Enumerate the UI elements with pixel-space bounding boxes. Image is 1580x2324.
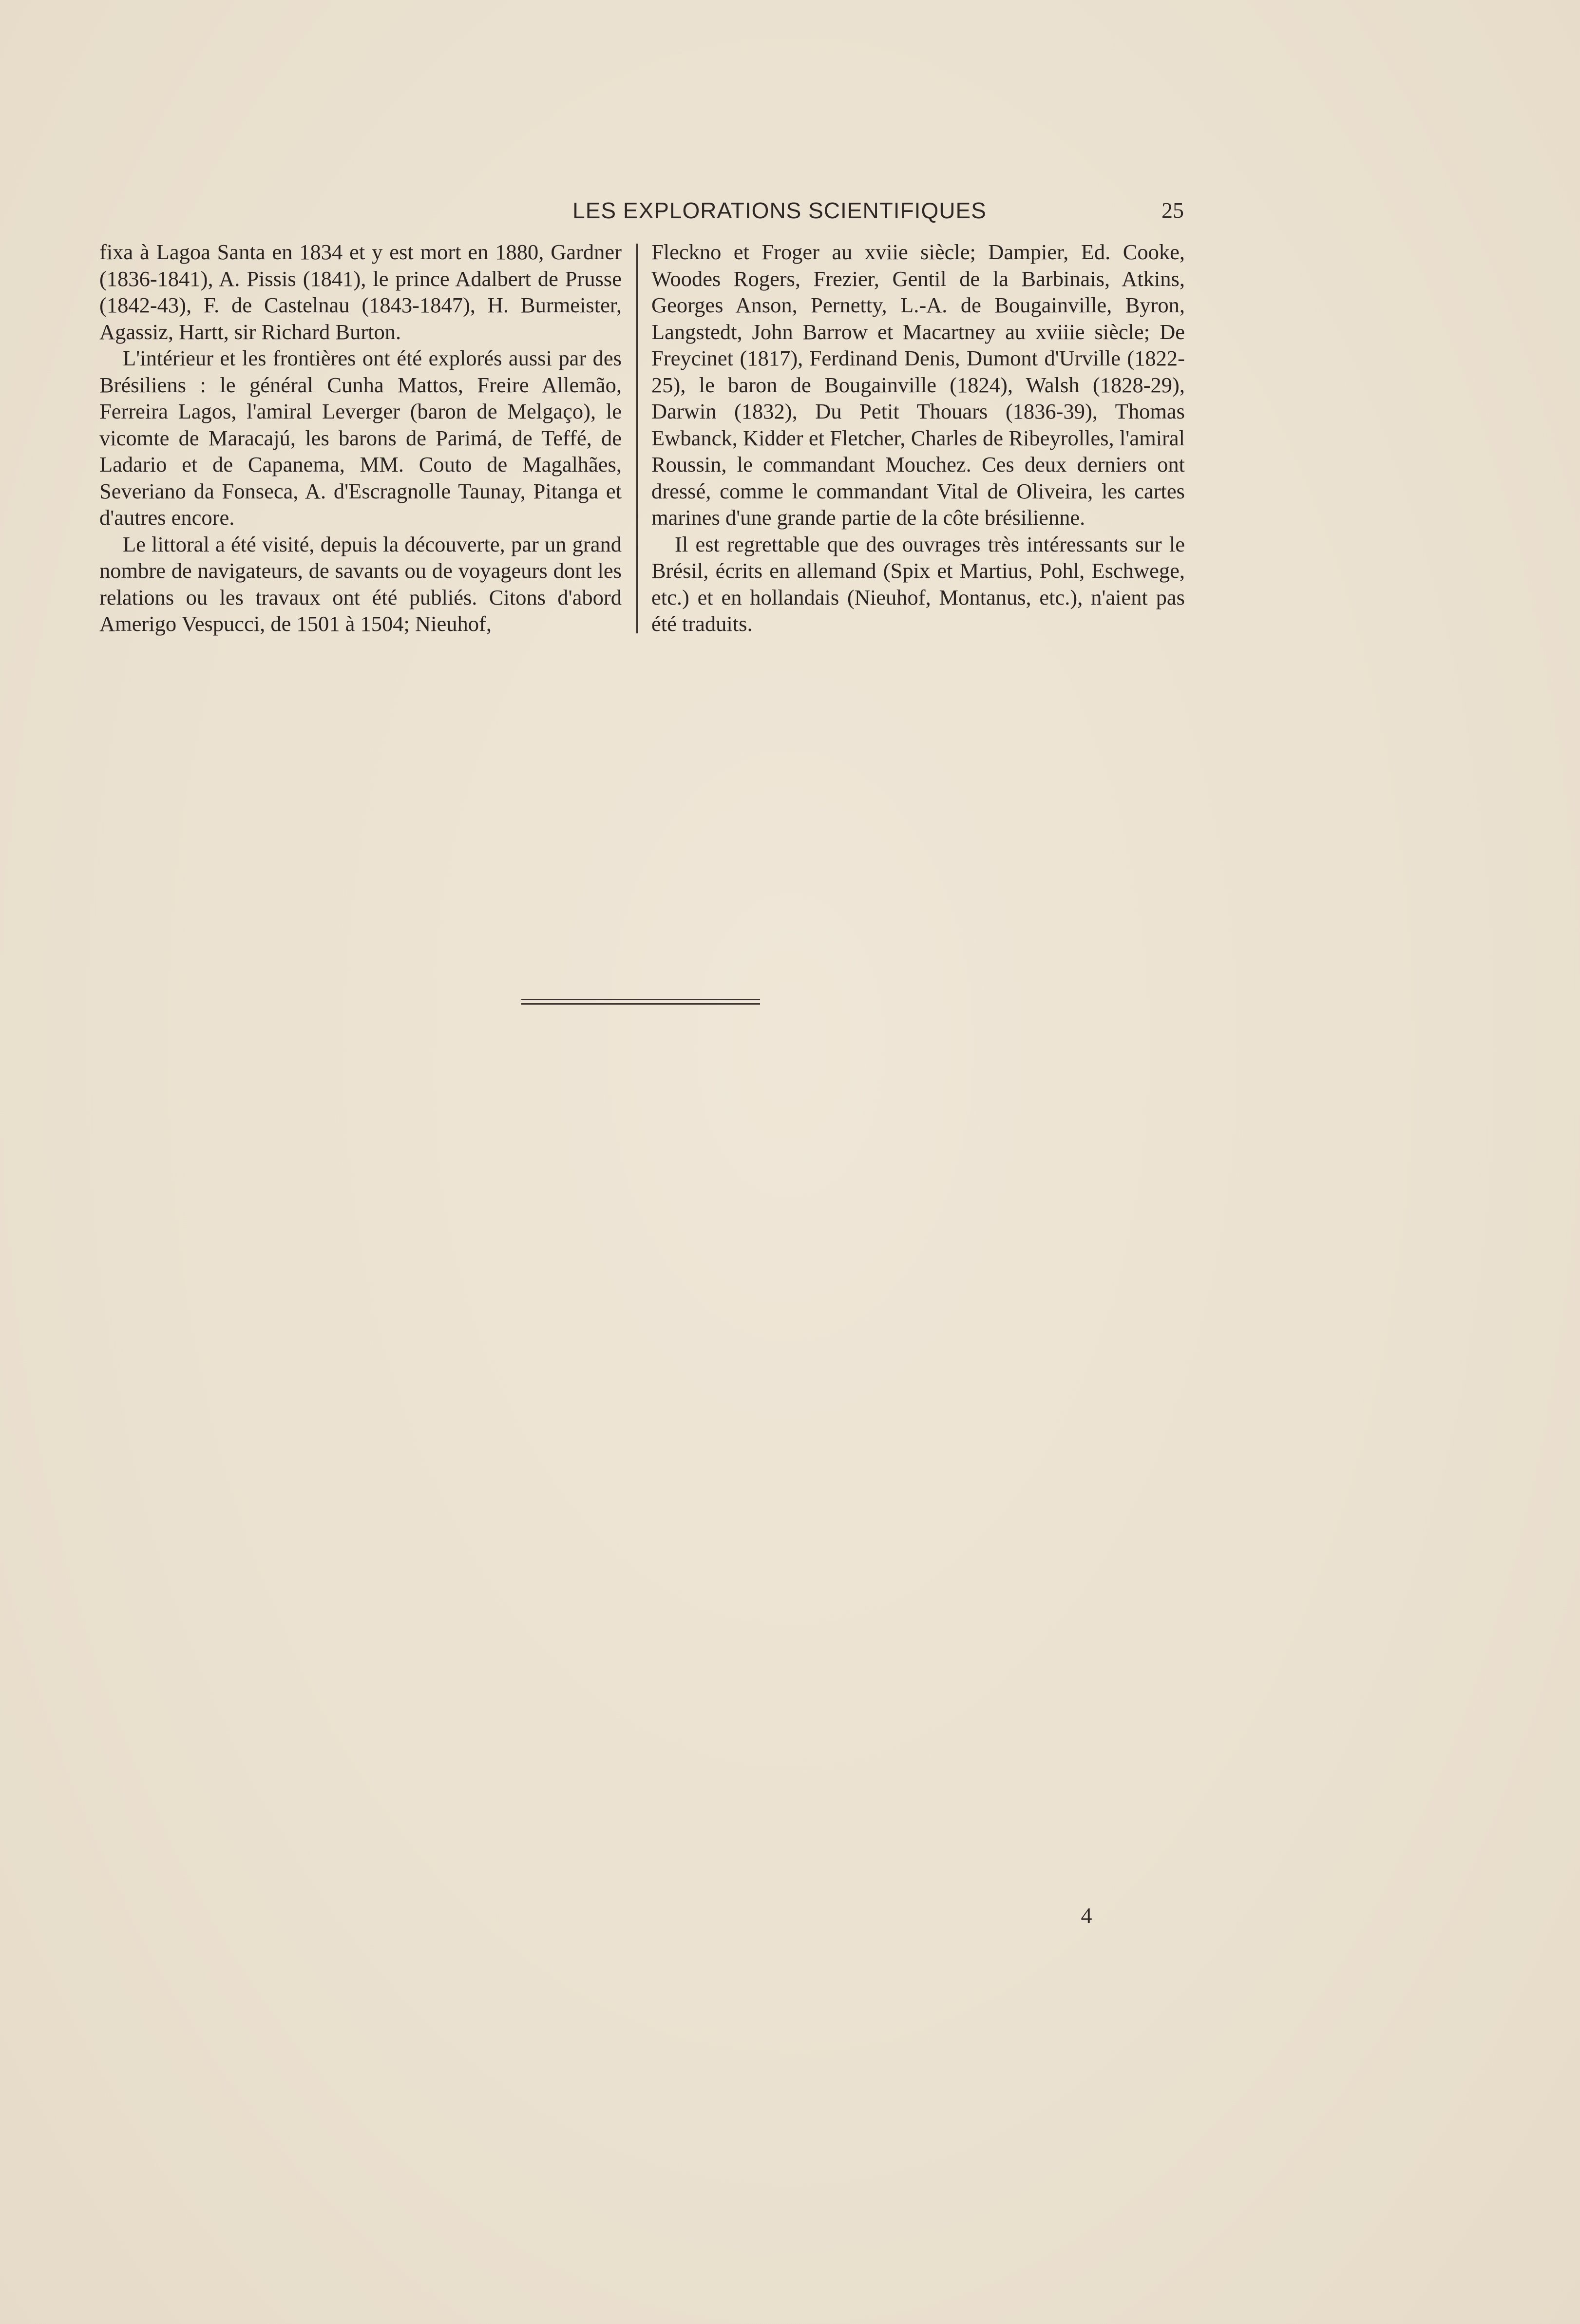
end-rule-line-top xyxy=(521,999,760,1000)
left-paragraph-3: Le littoral a été visité, depuis la découverte, par un grand nombre de navigateurs, de savants ou de voyageurs dont les relations ou les travaux ont été publiés. Citons d'abord Amerigo Vespucci, de 1501 à 1504; Nieuhof, xyxy=(99,532,622,636)
left-paragraph-2: L'intérieur et les frontières ont été explorés aussi par des Brésiliens : le général Cunha Mattos, Freire Allemão, Ferreira Lagos, l'amiral Leverger (baron de Melgaço), le vicomte de Maracajú, les barons de Parimá, de Teffé, de Ladario et de Capanema, MM. Couto de Magalhães, Severiano da Fonseca, A. d'Escragnolle Taunay, Pitanga et d'autres encore. xyxy=(99,346,622,530)
signature-mark: 4 xyxy=(1081,1903,1092,1928)
left-paragraph-1: fixa à Lagoa Santa en 1834 et y est mort en 1880, Gardner (1836-1841), A. Pissis (1841), le prince Adalbert de Prusse (1842-43), F. de Castelnau (1843-1847), H. Burmeister, Agassiz, Hartt, sir Richard Burton. xyxy=(99,240,622,344)
right-paragraph-1: Fleckno et Froger au xviie siècle; Dampier, Ed. Cooke, Woodes Rogers, Frezier, Gentil de la Barbinais, Atkins, Georges Anson, Pernetty, L.-A. de Bougainville, Byron, Langstedt, John Barrow et Macartney au xviiie siècle; De Freycinet (1817), Ferdinand Denis, Dumont d'Urville (1822-25), le baron de Bougainville (1824), Walsh (1828-29), Darwin (1832), Du Petit Thouars (1836-39), Thomas Ewbanck, Kidder et Fletcher, Charles de Ribeyrolles, l'amiral Roussin, le commandant Mouchez. Ces deux derniers ont dressé, comme le commandant Vital de Oliveira, les cartes marines d'une grande partie de la côte brésilienne. xyxy=(651,240,1185,530)
page-number: 25 xyxy=(1161,198,1184,223)
right-paragraph-2: Il est regrettable que des ouvrages très intéressants sur le Brésil, écrits en allemand (Spix et Martius, Pohl, Eschwege, etc.) et en hollandais (Nieuhof, Montanus, etc.), n'aient pas été traduits. xyxy=(651,532,1185,636)
left-column xyxy=(99,239,622,637)
end-rule-line-bottom xyxy=(521,1003,760,1005)
right-column xyxy=(651,239,1185,637)
section-end-rule xyxy=(521,999,760,1008)
column-divider xyxy=(636,244,638,633)
running-title: LES EXPLORATIONS SCIENTIFIQUES xyxy=(572,198,987,223)
